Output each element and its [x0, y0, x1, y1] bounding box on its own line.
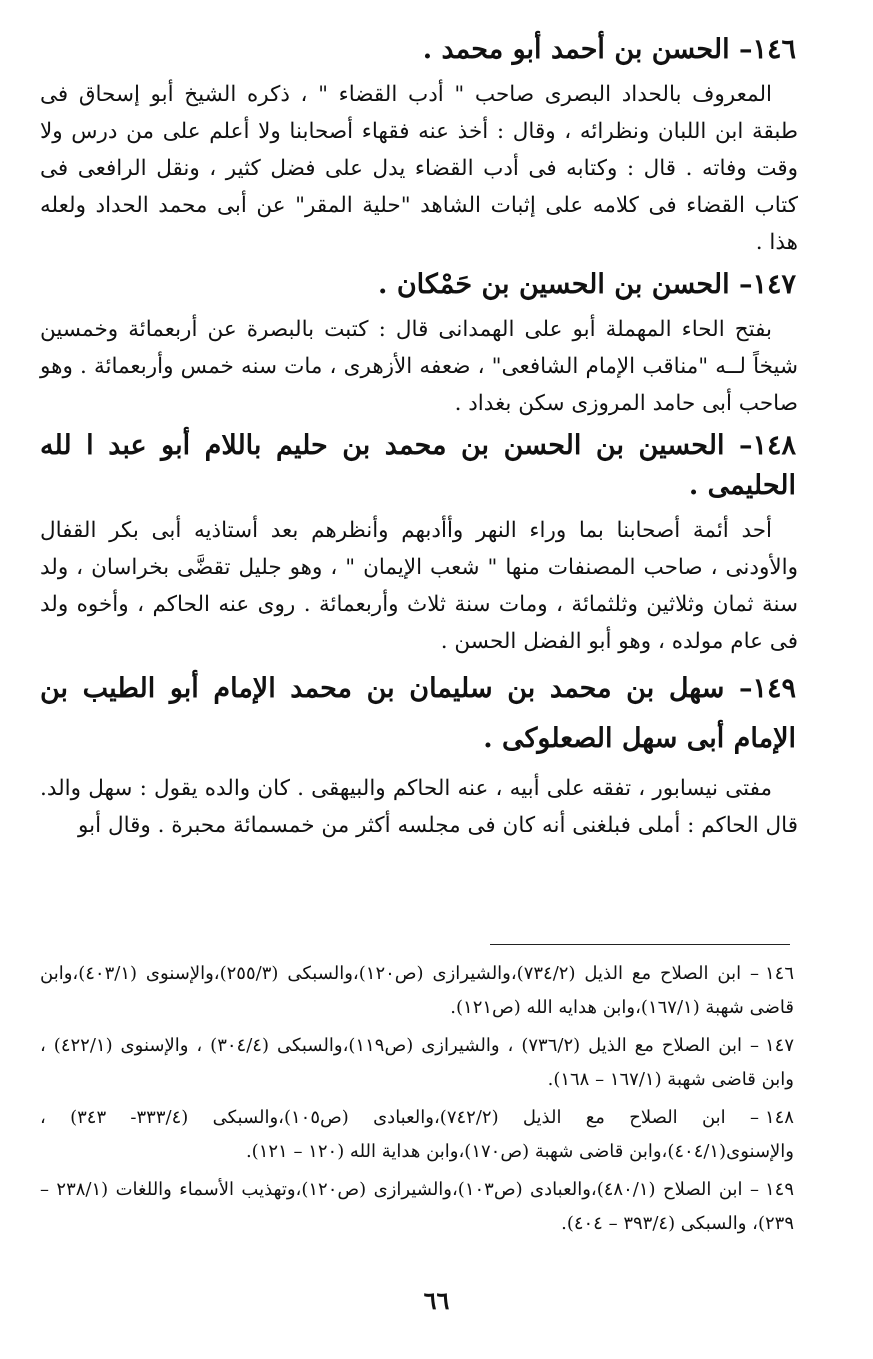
- page-number: ٦٦: [423, 1286, 450, 1315]
- entry-title: [40, 664, 798, 764]
- entry-title: [40, 30, 798, 70]
- entry-body: المعروف بالحداد البصرى صاحب " أدب القضاء " ، ذكره الشيخ أبو إسحاق فى طبقة ابن اللبان ونظرائه ، وقال : أخذ عنه فقهاء أصحابنا ولا أعلم على من درس ولا وقت وفاته . قال : وكتابه فى أدب القضاء يدل على فضل كثير ، ونقل الرافعى فى كتاب القضاء فى كلامه على إثبات الشاهد "حلية المقر" عن أبى محمد الحداد ولعله هذا .: [40, 82, 798, 255]
- entry-body: مفتى نيسابور ، تفقه على أبيه ، عنه الحاكم والبيهقى . كان والده يقول : سهل والد. قال الحاكم : أملى فبلغنى أنه كان فى مجلسه أكثر من خمسمائة محبرة . وقال أبو: [40, 776, 798, 838]
- footnote-number: ١٤٨: [764, 1107, 794, 1128]
- footnote-text: – ابن الصلاح (٤٨٠/١)،والعبادى (ص١٠٣)،والشيرازى (ص١٢٠)،وتهذيب الأسماء واللغات (٢٣٨/١ – ٢٣٩)، والسبكى (٣٩٣/٤ – ٤٠٤).: [40, 1179, 794, 1234]
- entry-title: [40, 426, 798, 506]
- footnote: [40, 1173, 798, 1241]
- entry-heading: – الحسن بن أحمد أبو محمد .: [422, 34, 753, 65]
- entry-number: ١٤٧: [752, 269, 796, 300]
- footnote: [40, 1029, 798, 1097]
- footnote-number: ١٤٧: [765, 1035, 795, 1056]
- entry-heading: – الحسين بن الحسن بن محمد بن حليم باللام أبو عبد ا لله الحليمى .: [40, 430, 796, 501]
- footnote: [40, 1101, 798, 1169]
- footnote-number: ١٤٦: [765, 963, 795, 984]
- footnote-text: – ابن الصلاح مع الذيل (٧٤٢/٢)،والعبادى (ص١٠٥)،والسبكى (٣٣٣/٤- ٣٤٣) ، والإسنوى(٤٠٤/١)،وابن قاضى شهبة (ص١٧٠)،وابن هداية الله (١٢٠ – ١٢١).: [40, 1107, 794, 1162]
- entry-number: ١٤٨: [752, 430, 796, 461]
- footnote: [40, 957, 798, 1025]
- footnotes: [40, 957, 798, 1245]
- entry-title: [40, 265, 798, 305]
- entry-body: بفتح الحاء المهملة أبو على الهمدانى قال : كتبت بالبصرة عن أربعمائة وخمسين شيخاً لــه "مناقب الإمام الشافعى" ، ضعفه الأزهرى ، مات سنه خمس وأربعمائة . وهو صاحب أبى حامد المروزى سكن بغداد .: [40, 317, 798, 416]
- footnote-text: – ابن الصلاح مع الذيل (٧٣٤/٢)،والشيرازى (ص١٢٠)،والسبكى (٢٥٥/٣)،والإسنوى (٤٠٣/١)،وابن قاضى شهبة (١٦٧/١)،وابن هدايه الله (ص١٢١).: [40, 963, 794, 1018]
- entry-body: أحد أئمة أصحابنا بما وراء النهر وأأدبهم وأنظرهم بعد أستاذيه أبى بكر القفال والأودنى ، صاحب المصنفات منها " شعب الإيمان " ، وهو جليل تقضَّى بخراسان ، ولد سنة ثمان وثلاثين وثلثمائة ، ومات سنة ثلاث وأربعمائة . روى عنه الحاكم ، وأخوه ولد فى عام مولده ، وهو أبو الفضل الحسن .: [40, 518, 798, 654]
- footnote-number: ١٤٩: [764, 1179, 794, 1200]
- entry-number: ١٤٦: [752, 34, 796, 65]
- entry-number: ١٤٩: [752, 673, 796, 704]
- main-text: [40, 30, 798, 848]
- footnote-divider: [490, 944, 790, 945]
- entry-heading: – سهل بن محمد بن سليمان بن محمد الإمام أبو الطيب بن الإمام أبى سهل الصعلوكى .: [40, 673, 796, 754]
- entry-heading: – الحسن بن الحسين بن حَمْكان .: [378, 269, 753, 300]
- footnote-text: – ابن الصلاح مع الذيل (٧٣٦/٢) ، والشيرازى (ص١١٩)،والسبكى (٣٠٤/٤) ، والإسنوى (٤٢٢/١) ، وابن قاضى شهبة (١٦٧/١ – ١٦٨).: [40, 1035, 794, 1090]
